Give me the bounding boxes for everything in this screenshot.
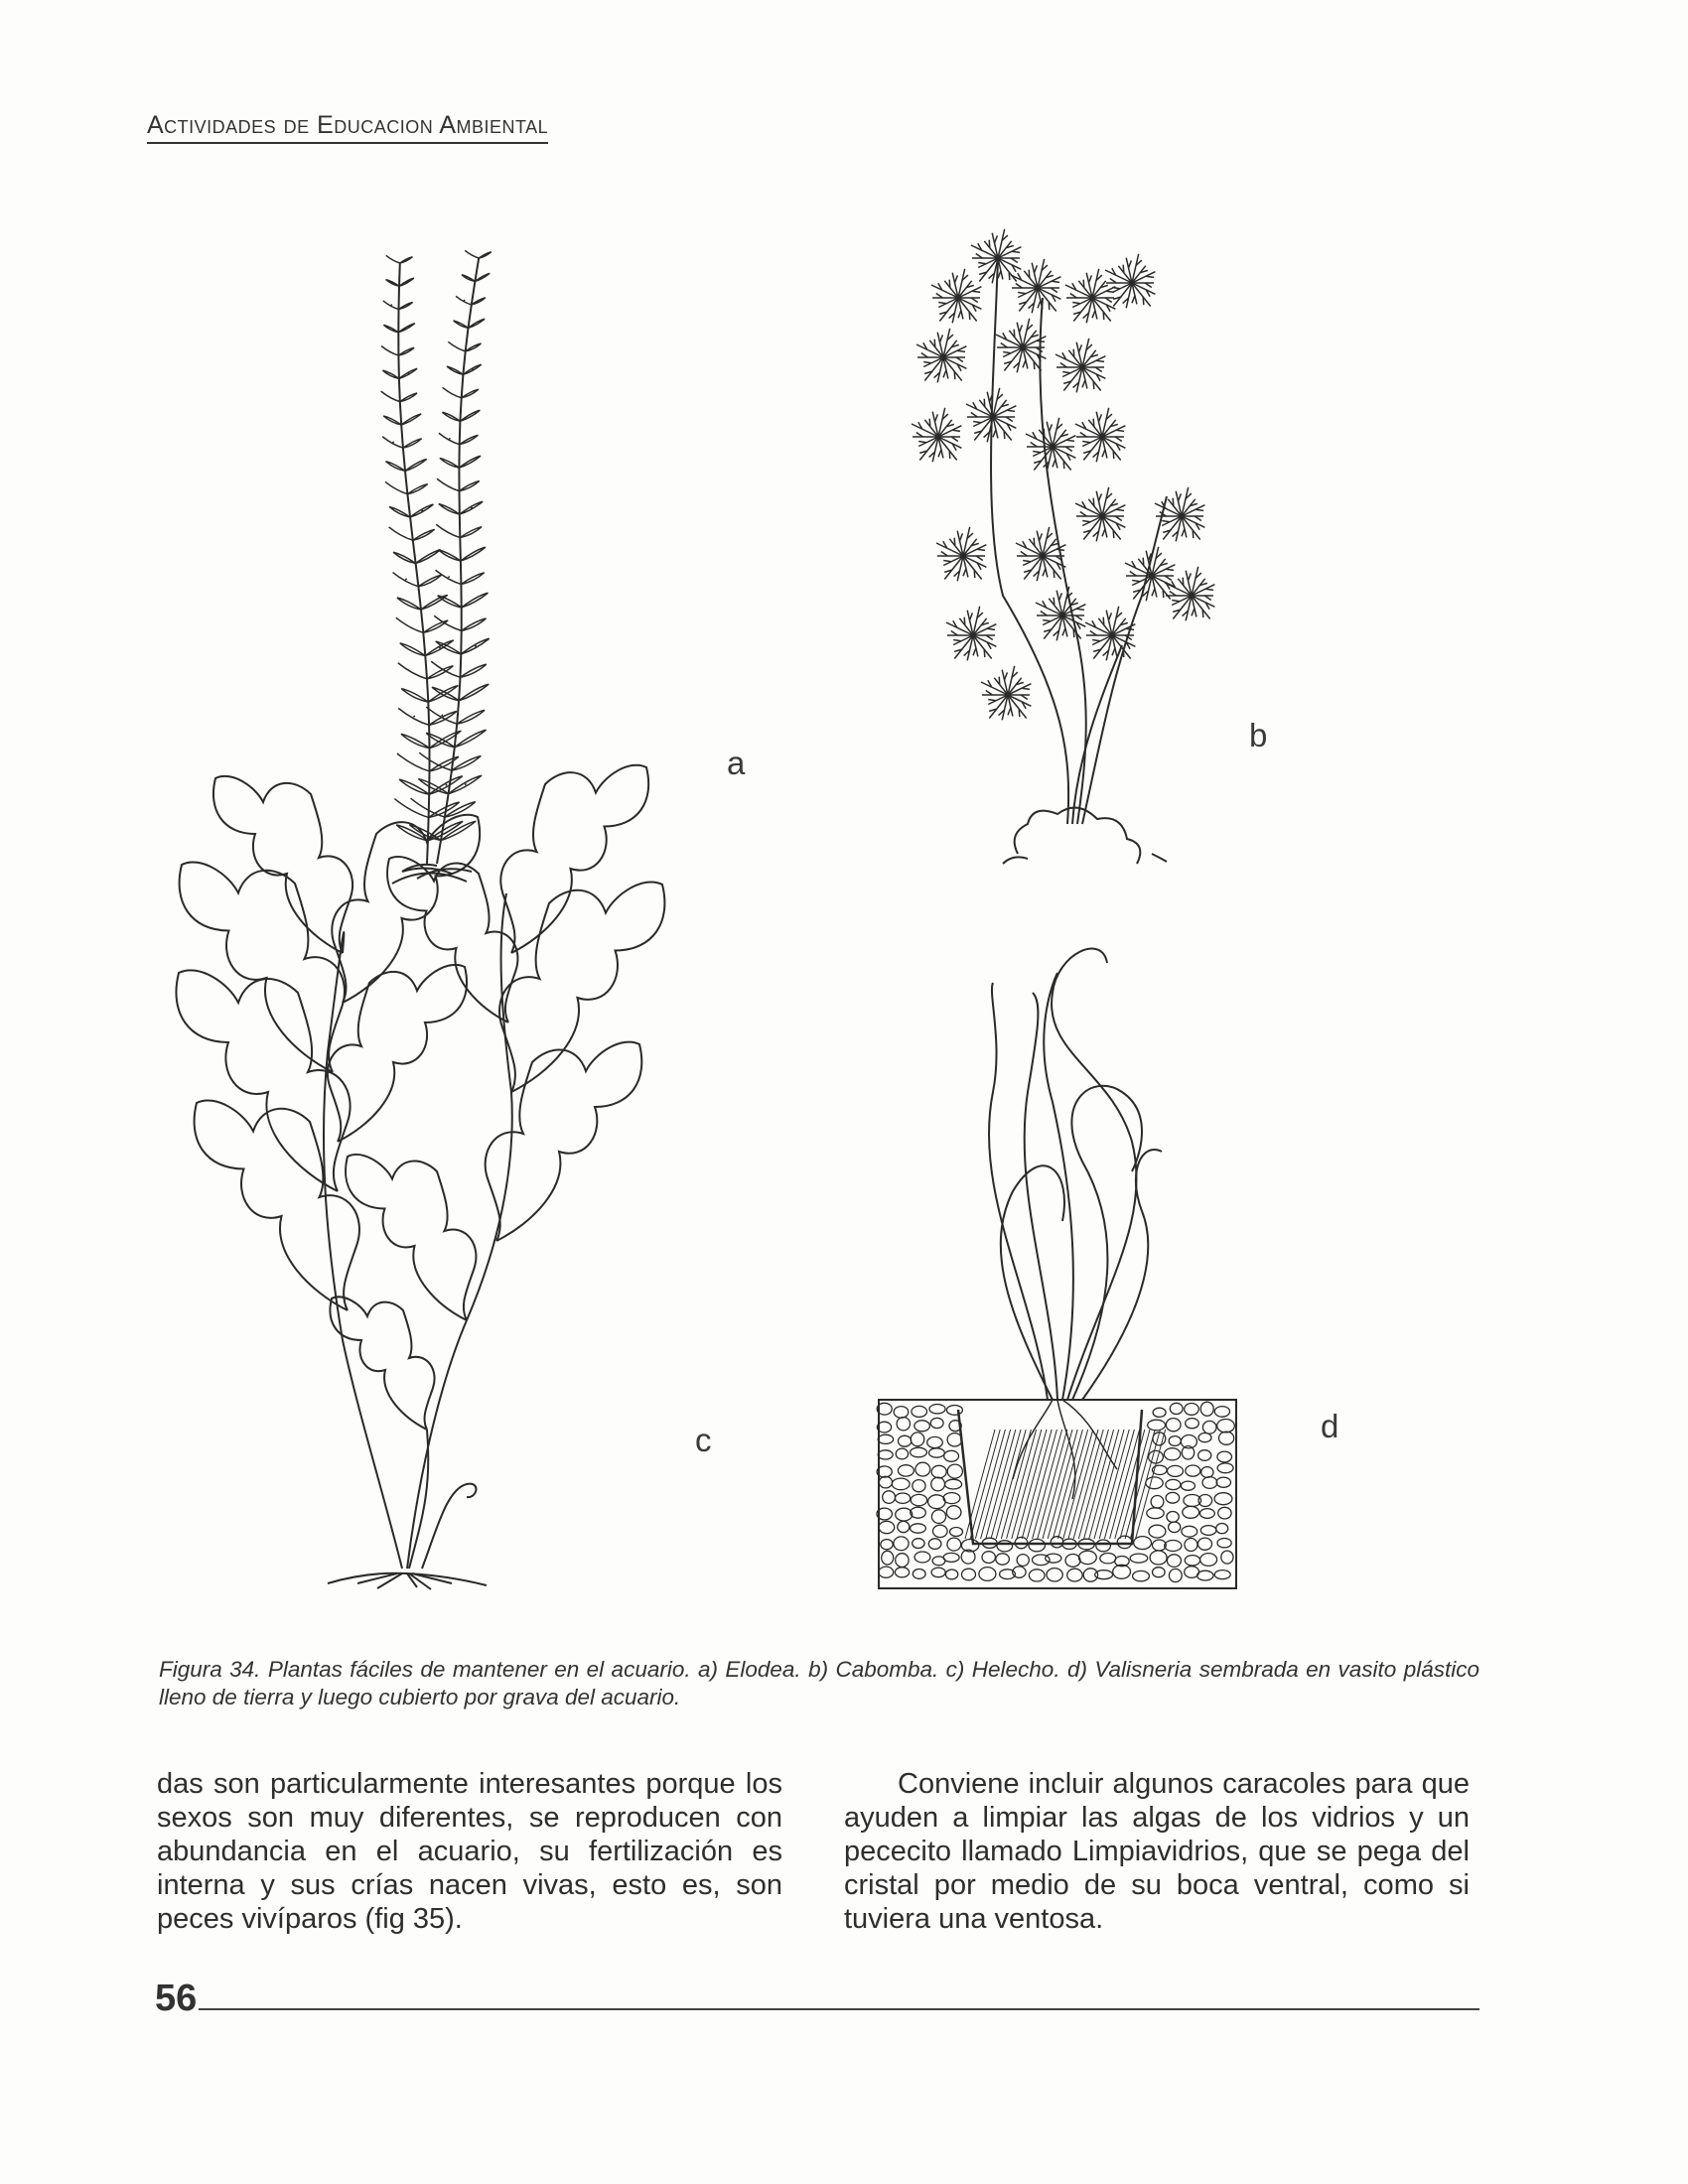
footer-rule	[199, 2008, 1479, 2010]
figure-caption: Figura 34. Plantas fáciles de mantener en el acuario. a) Elodea. b) Cabomba. c) Helecho. d) Valisneria sembrada en vasito plástico lleno de tierra y luego cubierto por grava del acuario.	[159, 1657, 1479, 1709]
figure-label-b: b	[1249, 717, 1268, 753]
body-paragraph-right: Conviene incluir algunos caracoles para que ayuden a limpiar las algas de los vidrios y un pececito llamado Limpiavidrios, que se pega del cristal por medio de su boca ventral, como si tuviera una ventosa.	[844, 1768, 1470, 1935]
figure-label-d: d	[1321, 1408, 1339, 1444]
figure-label-c: c	[695, 1422, 712, 1458]
body-column-right	[844, 1767, 1470, 1936]
cabomba-drawing	[912, 229, 1214, 864]
body-paragraph-left: das son particularmente interesantes porque los sexos son muy diferentes, se reproducen con abundancia en el acuario, su fertilización es interna y sus crías nacen vivas, esto es, son peces vivíparos (fig 35).	[157, 1768, 782, 1935]
page-number: 56	[155, 1978, 198, 2019]
valisneria-drawing	[877, 949, 1236, 1588]
helecho-drawing	[176, 765, 664, 1589]
body-column-left	[157, 1767, 782, 1936]
running-header: Actividades de Educacion Ambiental	[147, 111, 548, 144]
figure-label-a: a	[727, 745, 746, 781]
elodea-drawing	[381, 250, 492, 884]
